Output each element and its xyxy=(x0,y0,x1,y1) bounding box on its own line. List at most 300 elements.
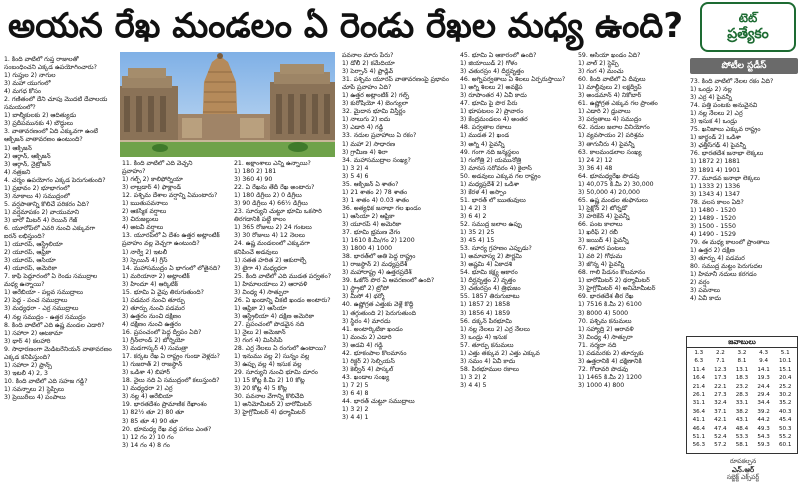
question-line: 1) భూపటలం 2) ప్రావారం xyxy=(460,108,524,116)
question-line: 3) హైగ్రోమీటర్ 4) థర్మామీటర్ xyxy=(234,409,306,417)
question-line: 2) ఆకస్మిక వర్షాలు xyxy=(122,208,167,216)
question-line: 1) 35 2) 25 xyxy=(460,229,495,237)
question-line: 58. పీఠభూముల రకాలు xyxy=(460,365,520,373)
badge-line-2: ప్రత్యేకం xyxy=(727,26,769,42)
credit-role: సబ్జెక్ట్ ఎక్స్‌పర్ట్ xyxy=(726,474,760,481)
answer-cell: 28.3 xyxy=(735,392,749,399)
question-column-7 xyxy=(690,78,798,332)
question-line: 74. పత్తి పంటకు అనువైనవి xyxy=(690,102,758,110)
byline-tag: పోటీల స్టడీస్ xyxy=(690,58,798,74)
question-line: 1) హిమానీ నదులు కరగడం xyxy=(690,271,757,279)
question-line: 1) వాల్ 2) స్టెప్స్ xyxy=(578,60,619,68)
question-line: 3) వింధ్య 4) సాత్పురా xyxy=(234,288,289,296)
question-line: 35. ఆక్సిజన్ ఏ శాతం? xyxy=(342,180,399,188)
answer-cell: 8.1 xyxy=(737,358,747,365)
question-line: 1) మహా 2) సాధారణ xyxy=(342,140,396,148)
question-line: 3) పెర్సాన్ 4) ఫ్రాడ్లివ్ xyxy=(342,68,394,76)
question-line: 2. గణితంలో దేని చూపు మొదటి దేవాలయ xyxy=(4,96,108,104)
answer-cell: 59.3 xyxy=(757,442,770,449)
question-line: 1) అనిమోమీటర్ 2) బారోమీటర్ xyxy=(234,401,312,409)
question-line: 3) ఒండ్రు 4) ఇసుక xyxy=(460,333,507,341)
question-line: 3) 36 4) 48 xyxy=(578,164,613,172)
question-line: 3) హరికేన్ 4) పైవన్నీ xyxy=(578,212,630,220)
question-line: 44. భారత్ చుట్టూ సముద్రాలు xyxy=(342,398,415,406)
question-line: 50. అడవులు ఎక్కువ గల రాష్ట్రం xyxy=(460,172,541,180)
question-line: 1) సవన్నాలు 2) స్టెప్పీలు xyxy=(4,385,65,393)
answer-cell: 22.1 xyxy=(714,383,727,390)
question-line: 1) సహారా 2) ఫ్రాన్స్ xyxy=(4,361,52,369)
question-line: 1) పడమరకు 2) తూర్పుకు xyxy=(578,349,644,357)
question-line: 20. భూమధ్య రేఖ వద్ద పగలు ఎంత? xyxy=(122,425,212,433)
answer-cell: 17.3 xyxy=(714,375,727,382)
question-line: 3) 6 4) 8 xyxy=(342,389,369,397)
question-line: 77. మూడవ జనాభా లెక్కలు xyxy=(690,174,761,182)
answer-cell: 54.3 xyxy=(757,434,770,441)
question-line: 3) ఆర్గాన్, నైట్రోజన్ xyxy=(4,160,51,168)
question-line: 3) థార్ 4) కలహారి xyxy=(4,337,51,345)
answer-cell: 39.2 xyxy=(757,408,770,415)
question-line: 1) మధ్యప్రదేశ్ 2) ఒడిశా xyxy=(460,180,520,188)
question-line: 1) రాజస్థాన్ 2) మధ్యప్రదేశ్ xyxy=(342,261,408,269)
question-line: సంబంధించని ఎక్కడ ఉపయోగించారు? xyxy=(4,64,97,72)
question-line: 3) 90 డిగ్రీలు 4) 66½ డిగ్రీలు xyxy=(234,200,308,208)
question-line: 3) బారో మీటర్ 4) రెయిన్ గేజ్ xyxy=(4,216,78,224)
question-line: 3) స్థిరం 4) మారదు xyxy=(342,317,391,325)
answer-cell: 57.2 xyxy=(714,442,727,449)
question-line: 3) 360 4) 90 xyxy=(234,176,273,184)
question-line: 3) రూపాంతర 4) ఏవీ కాదు xyxy=(460,92,527,100)
answer-cell: 45.4 xyxy=(778,417,792,424)
question-line: 27. ప్రపంచంలో పొడవైన నది xyxy=(234,320,305,328)
question-line: 80. సముద్ర మట్టం పెరుగుదల xyxy=(690,263,763,271)
answer-cell: 49.3 xyxy=(757,425,770,432)
question-line: 3) 4 4) 1 xyxy=(342,414,369,422)
question-line: 3) పవనాలు xyxy=(690,287,721,295)
answer-cell: 38.2 xyxy=(735,408,749,415)
answer-cell: 16.4 xyxy=(692,375,706,382)
question-line: 4) దక్షిణం నుంచి ఉత్తరం xyxy=(122,320,182,328)
question-line: 3) కేరళ 4) అస్సాం xyxy=(460,188,507,196)
question-line: 2) పెద్ద - పంచ సముద్రాలు xyxy=(4,297,68,305)
question-line: 3) 1856 4) 1859 xyxy=(460,309,511,317)
question-line: 3) 1000 4) 800 xyxy=(578,381,625,389)
question-line: 3) అగ్ని 4) పైవన్నీ xyxy=(460,140,505,148)
question-line: 1) బారోమీటర్ 2) థర్మామీటర్ xyxy=(578,277,650,285)
question-line: 18. నైలు నది ఏ సముద్రంలో కలుస్తుంది? xyxy=(122,377,220,385)
question-line: 3) నల్ల 4) అరేబియా xyxy=(122,393,173,401)
question-line: 3) పర్వతాలు 4) సముద్రం xyxy=(578,116,642,124)
special-badge xyxy=(700,2,796,52)
question-line: 1) మాల్దీవులు 2) లక్షద్వీప్ xyxy=(578,84,642,92)
question-line: 1) ఉత్తర అట్లాంటిక్ 2) గల్ఫ్ xyxy=(342,92,410,100)
question-line: 1) గుజరాత్ 2) రాజస్థాన్ xyxy=(122,361,183,369)
question-line: 1) ఒండ్రు 2) నల్ల xyxy=(690,86,732,94)
question-line: 3) 85 తూ 4) 90 తూ xyxy=(122,417,179,425)
question-line: 1) జియాయిడ్ 2) గోళం xyxy=(460,60,518,68)
question-line: 1) యూరప్, ఆస్ట్రేలియా xyxy=(4,241,63,249)
question-line: 1) ఆక్సిజన్ xyxy=(4,144,32,152)
badge-line-1: టెట్ xyxy=(738,11,758,25)
question-line: 3) ఆస్ట్రేలియా 4) దక్షిణ అమెరికా xyxy=(234,312,315,320)
answer-cell: 50.3 xyxy=(778,425,792,432)
question-column-3 xyxy=(234,160,338,494)
question-line: కనిపించే అడవులు xyxy=(234,248,279,256)
question-line: 3) 4 4) 5 xyxy=(460,381,487,389)
question-line: 3) 14 గం 4) 8 గం xyxy=(122,441,170,449)
question-line: 1) 3 2) 2 xyxy=(342,406,369,414)
answer-cell: 43.1 xyxy=(735,417,749,424)
credit-name: ఎన్.ఆర్ xyxy=(731,466,755,474)
question-line: 4) నల్ల సముద్రం - ఉత్తర సముద్రం xyxy=(4,313,86,321)
question-column-6 xyxy=(578,52,690,494)
question-line: 3) ఇసుక 4) ఒండ్రు xyxy=(690,118,737,126)
question-line: 3) అండమాన్ 4) నికోబార్ xyxy=(578,92,642,100)
answer-key-grid xyxy=(687,348,797,451)
question-line: 54. భూమి కక్ష్య ఆకారం xyxy=(460,269,518,277)
question-line: 1) ఎత్తు తక్కువ 2) ఎత్తు ఎక్కువ xyxy=(460,349,540,357)
question-line: 3) గ్రామీణ 4) శిలా xyxy=(342,148,388,156)
question-line: 23. సూర్యుని చుట్టూ భూమి ఒకసారి xyxy=(234,208,322,216)
question-line: 64. భూమధ్యరేఖ పొడవు xyxy=(578,172,640,180)
question-line: 1) 21 శాతం 2) 78 శాతం xyxy=(342,188,408,196)
question-line: 3) 50,000 4) 20,000 xyxy=(578,188,640,196)
question-line: 3) వింధ్య 4) సాత్పురా xyxy=(578,333,633,341)
question-line: 3) 45 4) 15 xyxy=(460,237,495,245)
question-line: 1) పడమర నుంచి తూర్పు xyxy=(122,296,185,304)
question-line: 1) మంచు 2) ఎడారి xyxy=(342,333,392,341)
question-line: 11. కింది వాటిలో ఎది వెచ్చని xyxy=(122,160,193,167)
question-line: 3) చతురస్రం 4) దీర్ఘవృత్తం xyxy=(460,68,524,76)
question-line: 69. భారతదేశ తీర రేఖ xyxy=(578,293,634,301)
answer-cell: 51.1 xyxy=(692,434,706,441)
question-line: 3) 20 కోట్ల 4) 5 కోట్ల xyxy=(234,385,288,393)
answer-cell: 19.3 xyxy=(757,375,770,382)
question-line: 1) గుప్తుల 2) నాగుల xyxy=(4,72,56,80)
question-line: 3) గంగ 4) మిసిసిపీ xyxy=(234,337,283,345)
question-line: 1) మరియానా 2) అట్లాంటిక్ xyxy=(122,272,190,280)
question-line: 3. వాతావరణంలో ఏది ఎక్కువగా ఉంటే xyxy=(4,128,98,136)
question-line: 61. ఉష్ణోగ్రత ఎక్కువ గల ప్రాంతం xyxy=(578,100,658,108)
question-line: 4) అటవీ వర్షాలు xyxy=(122,224,164,232)
question-line: 1) వరి 2) గోధుమ xyxy=(578,253,623,261)
page-headline: అయన రేఖ మండలం ఏ రెండు రేఖల మధ్య ఉంది? xyxy=(8,6,684,46)
question-line: 4. చర్మం ఉపయోగం ఎక్కడ పెరుగుతుంది? xyxy=(4,176,106,184)
question-line: 1) సహారా 2) ఆటకామా xyxy=(4,329,63,337)
answer-key-box xyxy=(686,336,798,454)
question-line: 48. పర్వతాల రకాలు xyxy=(460,124,512,132)
question-line: 3) ఉత్తరానికి 4) దక్షిణానికి xyxy=(578,357,642,365)
answer-cell: 31.1 xyxy=(692,400,706,407)
question-line: 1) దీర్ఘవృత్తం 2) వృత్తం xyxy=(460,277,516,285)
question-line: 17. కర్కట రేఖ ఏ రాష్ట్రం గుండా వెళ్లదు? xyxy=(122,353,220,361)
question-line: 3) అడవి 4) గడ్డి xyxy=(342,341,383,349)
question-line: 3) సమం 4) ఏవీ కాదు xyxy=(460,357,516,365)
question-line: ఐరన్ లభిస్తుంది? xyxy=(4,233,45,241)
question-line: 30. పవనాల వేగాన్ని కొలిచేది xyxy=(234,393,304,401)
question-line: 1) రిక్టర్ 2) సెల్సియస్ xyxy=(342,357,395,365)
question-line: 3) హైగ్రోమీటర్ 4) అనిమోమీటర్ xyxy=(578,285,656,293)
answer-cell: 56.3 xyxy=(692,442,706,449)
question-line: 1) బాల్మీకులకు 2) ఆదిత్యుడు xyxy=(4,112,77,120)
temple-photo xyxy=(120,52,335,157)
question-line: 42. భూకంపాల కొలమానం xyxy=(342,349,407,357)
answer-cell: 44.2 xyxy=(757,417,770,424)
answer-cell: 3.2 xyxy=(737,350,747,356)
answer-cell: 35.2 xyxy=(778,400,792,407)
question-line: 5. వర్షపాతాన్ని కొలిచే పరికరం ఏది? xyxy=(4,200,90,208)
question-line: 3) మానస సరోవరం 4) కైలాస్ xyxy=(460,164,532,172)
question-line: 3) అష్టమి 4) ఏకాదశి xyxy=(460,261,513,269)
question-line: 3) 1500 - 1550 xyxy=(690,222,736,230)
answer-cell: 29.4 xyxy=(757,392,770,399)
question-line: 16. ప్రపంచంలో పెద్ద ద్వీపం ఏది? xyxy=(122,328,202,336)
question-line: 78. వలస కాలం ఏది? xyxy=(690,198,744,206)
question-line: 3) యూరప్, ఆసియా xyxy=(4,257,56,265)
question-line: 45. భూమి ఏ ఆకారంలో ఉంది? xyxy=(460,52,537,59)
question-line: 1) నల్ల నేలలు 2) ఎర్ర నేలలు xyxy=(460,325,530,333)
question-line: 1) ఋతుపవనాలు xyxy=(122,200,168,208)
question-line: 1) మధ్యధరా 2) ఎర్ర xyxy=(122,385,173,393)
question-line: 36. అత్యధిక జనాభా గల ఖండం xyxy=(342,204,421,212)
question-line: 3) ఛత్తీస్‌గఢ్ 4) పైవన్నీ xyxy=(690,142,746,150)
question-line: 3) ప్రదీపమునకు 4) బౌద్ధులు xyxy=(4,120,73,128)
question-line: 39. ఓజోన్ పొర ఏ ఆవరణంలో ఉంది? xyxy=(342,277,435,285)
answer-cell: 23.2 xyxy=(735,383,749,390)
answer-cell: 25.2 xyxy=(778,383,792,390)
answer-cell: 21.4 xyxy=(692,383,706,390)
answer-cell: 12.3 xyxy=(714,366,727,373)
question-line: 3) 1343 4) 1347 xyxy=(690,190,741,198)
question-line: 1) నల్ల నేలలు 2) ఎర్ర xyxy=(690,110,743,118)
question-line: 51. భారత్ లో ఋతువులు xyxy=(460,196,526,204)
question-line: 3) 1891 4) 1901 xyxy=(690,166,741,174)
question-line: 19. భారతదేశం ప్రామాణిక రేఖాంశం xyxy=(122,401,207,409)
question-line: 46. అగ్నిపర్వతాలు ఏ శిలలు ఏర్పరుస్తాయి? xyxy=(460,76,566,84)
question-line: 3) తాగునీరు 4) పైవన్నీ xyxy=(578,140,635,148)
question-line: 1) స్ట్రాటో 2) ట్రోపో xyxy=(342,285,389,293)
question-line: 4) ఏవీ కాదు xyxy=(690,295,721,303)
answer-cell: 10.1 xyxy=(778,358,792,365)
question-line: 4) 1490 - 1529 xyxy=(690,230,736,238)
answer-cell: 46.4 xyxy=(692,425,706,432)
question-line: 1) నార్వే 2) ఇటలీ xyxy=(122,248,168,256)
question-line: 3) చిరుజల్లులు xyxy=(122,216,159,224)
question-column-1 xyxy=(4,56,118,494)
answer-cell: 2.2 xyxy=(715,350,725,356)
question-line: 1) 1333 2) 1336 xyxy=(690,182,741,190)
answer-cell: 52.4 xyxy=(714,434,727,441)
question-line: 62. నదుల జలాల వినియోగం xyxy=(578,124,650,132)
question-line: 4) యూరప్, అమెరికా xyxy=(4,265,57,273)
question-line: 73. కింది వాటిలో నేలల రకం ఏది? xyxy=(690,78,774,85)
question-line: ఆక్సిజన్ వాతావరణం ఉంటుంది? xyxy=(4,136,83,144)
question-line: 1) 180 డిగ్రీలు 2) 0 డిగ్రీలు xyxy=(234,192,302,200)
question-line: 14. మహాసముద్రం ఏ భాగంలో లోతైనది? xyxy=(122,264,221,272)
question-line: 1) 15 కోట్ల కి.మీ 2) 10 కోట్ల xyxy=(234,377,305,385)
answer-cell: 7.1 xyxy=(715,358,725,365)
answer-cell: 18.3 xyxy=(735,375,749,382)
question-line: 37. భూమి భ్రమణ వేగం xyxy=(342,229,401,237)
question-line: 3) జొన్న 4) పైవన్నీ xyxy=(578,261,625,269)
question-line: 21. అక్షాంశాలు ఎన్ని ఉన్నాయి? xyxy=(234,160,311,167)
question-line: 3) ఉత్తరం నుంచి దక్షిణం xyxy=(122,312,182,320)
answer-cell: 24.4 xyxy=(757,383,770,390)
answer-cell: 32.4 xyxy=(714,400,727,407)
question-line: ప్రవాహం? xyxy=(122,168,146,176)
question-line: 4) మగధ కోసం xyxy=(4,88,42,96)
question-line: 71. నర్మదా నది xyxy=(578,341,617,349)
question-line: 3) కెల్విన్ 4) పాస్కల్ xyxy=(342,365,394,373)
question-line: మధ్య ఉన్నాయి? xyxy=(4,281,45,289)
question-line: 9. సాధారణంగా మెడిటరేనియన్ వాతావరణం xyxy=(4,345,112,353)
question-line: 8. కింది వాటిలో ఎది ఉష్ణ మండల ఎడారి? xyxy=(4,321,105,329)
answer-cell: 1.3 xyxy=(694,350,704,356)
question-line: 1) ఖరీఫ్ 2) రబీ xyxy=(578,229,618,237)
question-line: 3) ఒడిశా 4) బిహార్ xyxy=(122,369,170,377)
question-line: 1) నాలుగు 2) ఐదు xyxy=(342,116,391,124)
question-line: 1) ప్రభావం 2) భూభాగంలో xyxy=(4,184,70,192)
question-line: 3) 30 రోజులు 4) 12 నెలలు xyxy=(234,232,306,240)
question-line: 3) మీసో 4) థర్మో xyxy=(342,293,385,301)
answer-cell: 55.2 xyxy=(778,434,792,441)
question-line: 1) ముడత 2) ఖండ xyxy=(460,132,510,140)
question-line: 3) 1800 4) 1000 xyxy=(342,245,393,253)
answer-cell: 47.4 xyxy=(714,425,727,432)
question-line: 1) ఆసియా 2) ఆఫ్రికా xyxy=(342,212,395,220)
question-line: 4) నత్రజని xyxy=(4,168,31,176)
question-line: 3) మహా యుగంలో xyxy=(4,80,51,88)
question-line: 68. గాలి పీడనం కొలమానం xyxy=(578,269,646,277)
question-line: 1) 3 2) 4 xyxy=(342,164,369,172)
question-line: 1) వ్యవసాయం 2) పరిశ్రమ xyxy=(578,132,644,140)
answer-cell: 4.3 xyxy=(759,350,769,356)
answer-cell: 36.4 xyxy=(692,408,706,415)
question-line: 1) ఇనుము వల్ల 2) సున్నం వల్ల xyxy=(234,353,310,361)
question-line: 25. కింది వాటిలో ఎది ముడత పర్వతం? xyxy=(234,272,332,280)
question-line: 76. భారతదేశ జనాభా లెక్కలు xyxy=(690,150,764,158)
question-line: 1) గంగోత్రి 2) యమునోత్రి xyxy=(460,156,522,164)
question-line: ప్రవాహం వల్ల వెచ్చగా ఉంటుంది? xyxy=(122,240,200,248)
question-line: 75. ఖనిజాలు ఎక్కువ రాష్ట్రం xyxy=(690,126,761,134)
question-line: ఎక్కడ కనిపిస్తుంది? xyxy=(4,353,51,361)
question-line: 6. యూరోప్‌లో ఎవరి నుంచి ఎక్కువగా xyxy=(4,224,96,232)
question-line: 3) నూకాలు 4) సముద్రంలో xyxy=(4,192,70,200)
question-line: 47. భూమి పై పొర పేరు xyxy=(460,100,518,108)
question-line: 1) అమావాస్య 2) పౌర్ణమి xyxy=(460,253,522,261)
question-line: 1) 82½ తూ 2) 80 తూ xyxy=(122,409,185,417)
question-line: 3) యూరప్ 4) అమెరికా xyxy=(342,220,402,228)
answer-cell: 15.1 xyxy=(778,366,792,373)
answer-cell: 11.4 xyxy=(692,366,706,373)
question-line: 24. ఉష్ణ మండలంలో ఎక్కువగా xyxy=(234,240,311,248)
question-line: 1) 7516 కి.మీ 2) 6100 xyxy=(578,301,642,309)
question-line: 3) చతురస్రం 4) త్రిభుజం xyxy=(460,285,521,293)
answer-cell: 34.4 xyxy=(757,400,770,407)
question-line: 3) కేంద్రమండలం 4) అంతర xyxy=(460,116,528,124)
question-line: 67. ఆహార పంటలు xyxy=(578,245,626,253)
question-column-4 xyxy=(342,52,458,494)
question-line: 3) స్పెయిన్ 4) గ్రీస్ xyxy=(122,256,168,264)
question-line: 1) అగ్ని శిలలు 2) అవక్షేప xyxy=(460,84,523,92)
question-column-2 xyxy=(122,160,232,494)
question-line: 72. గోదావరి పొడవు xyxy=(578,365,629,373)
answer-cell: 60.1 xyxy=(778,442,792,449)
question-line: 22. ఏ రేఖను తేదీ రేఖ అంటారు? xyxy=(234,184,315,192)
question-line: 33. నదుల ప్రవాహాలు ఏ రకం? xyxy=(342,132,417,140)
question-line: 1) 1465 కి.మీ 2) 1200 xyxy=(578,373,642,381)
question-line: 1) ఆఫ్రికా 2) ఆసియా xyxy=(234,304,287,312)
question-line: 10. కింది వాటిలో ఎది సహజ గడ్డి? xyxy=(4,377,88,385)
question-line: 26. ఏ ఖండాన్ని చీకటి ఖండం అంటారు? xyxy=(234,296,331,304)
question-line: 38. భారత్‌లో అతి పెద్ద రాష్ట్రం xyxy=(342,253,416,261)
question-line: 1) అరేబియా - పల్లవ సముద్రాలు xyxy=(4,289,83,297)
credit-label: రూపకల్పన xyxy=(729,458,757,465)
question-line: 12. పశ్చిమ దేశాల వర్షాన్ని ఏమంటారు? xyxy=(122,192,218,200)
question-line: 1) జార్ఖండ్ 2) ఒడిశా xyxy=(690,134,742,142)
answer-cell: 27.3 xyxy=(714,392,727,399)
question-line: 1) 1872 2) 1881 xyxy=(690,158,741,166)
answer-cell: 5.1 xyxy=(780,350,790,356)
answer-cell: 42.1 xyxy=(714,417,727,424)
question-line: 43. ఖండాల సంఖ్య xyxy=(342,373,390,381)
question-line: 3) ఎడారి 4) గడ్డి xyxy=(342,124,384,132)
question-line: 55. 1857 తిరుగుబాటు xyxy=(460,293,520,301)
question-line: 3) ఇటలీ 4) 2, 3 xyxy=(4,369,48,377)
question-line: 2) వర్షం xyxy=(690,279,710,287)
question-line: 32. మైదాన భూమి విస్తీర్ణం xyxy=(342,108,406,116)
question-line: 3) ప్రెయిరీలు 4) పంపాలు xyxy=(4,393,66,401)
question-line: 1) సహ్యాద్రి 2) ఆరావళి xyxy=(578,325,634,333)
question-line: 2) 1489 - 1520 xyxy=(690,214,736,222)
question-line: 1) డోలీ 2) కమేదియా xyxy=(342,60,395,68)
question-line: 3) తూర్పు 4) పడమర xyxy=(690,255,745,263)
question-line: 1) వర్షమాపకం 2) వాయుమాని xyxy=(4,208,80,216)
answer-cell: 13.1 xyxy=(735,366,749,373)
question-line: 63. కాలమండలాల సంఖ్య xyxy=(578,148,642,156)
question-line: 1) 40,075 కి.మీ 2) 30,000 xyxy=(578,180,654,188)
question-line: 13. యూరప్‌లో ఏ దేశం ఉత్తర అట్లాంటిక్ xyxy=(122,232,220,240)
answer-cell: 48.4 xyxy=(735,425,749,432)
question-line: 3) గంగ 4) మంచు xyxy=(578,68,624,76)
question-line: 60. కింది వాటిలో ఏ దీవులు xyxy=(578,76,646,84)
question-line: 3) జయిద్ 4) పైవన్నీ xyxy=(578,237,629,245)
question-line: 3) మధ్యధరా - ఎర్ర సముద్రాలు xyxy=(4,305,79,313)
question-line: 2) తూర్పు నుంచి పడమర xyxy=(122,304,185,312)
answer-cell: 14.1 xyxy=(757,366,770,373)
question-line: 1) 24 2) 12 xyxy=(578,156,613,164)
question-line: 49. గంగా నది జన్మస్థలం xyxy=(460,148,520,156)
question-line: 1) 7 2) 5 xyxy=(342,381,369,389)
answer-cell: 26.1 xyxy=(692,392,706,399)
question-line: తిరగడానికి పట్టే కాలం xyxy=(234,216,286,224)
answer-cell: 30.2 xyxy=(778,392,792,399)
question-line: 29. సూర్యుని నుంచి భూమి దూరం xyxy=(234,369,318,377)
question-line: 1) గల్ఫ్ 2) కాలిఫోర్నియా xyxy=(122,176,183,184)
question-line: 53. సూర్య గ్రహణం ఎప్పుడు? xyxy=(460,245,532,253)
question-line: 40. ఉష్ణోగ్రత ఎత్తుకు వెళ్లే కొద్దీ xyxy=(342,301,414,309)
question-line: 1) గ్రీన్‌లాండ్ 2) బోర్నియో xyxy=(122,337,185,345)
question-line: 1. కింది వాటిలో గుప్త రాజులతో xyxy=(4,56,79,63)
author-credit xyxy=(700,458,786,494)
question-line: 3) 6 4) 2 xyxy=(460,212,487,220)
question-line: 65. ఉష్ణ మండల తుఫానులు xyxy=(578,196,648,204)
question-line: 1) 365 రోజులు 2) 24 గంటలు xyxy=(234,224,312,232)
question-line: 1) 3 2) 2 xyxy=(460,373,487,381)
question-line: 1) ఉత్తర 2) దక్షిణ xyxy=(690,246,735,254)
question-column-5 xyxy=(460,52,575,494)
question-line: పవనాల మారు పేరు? xyxy=(342,52,394,59)
answer-cell: 20.4 xyxy=(778,375,792,382)
